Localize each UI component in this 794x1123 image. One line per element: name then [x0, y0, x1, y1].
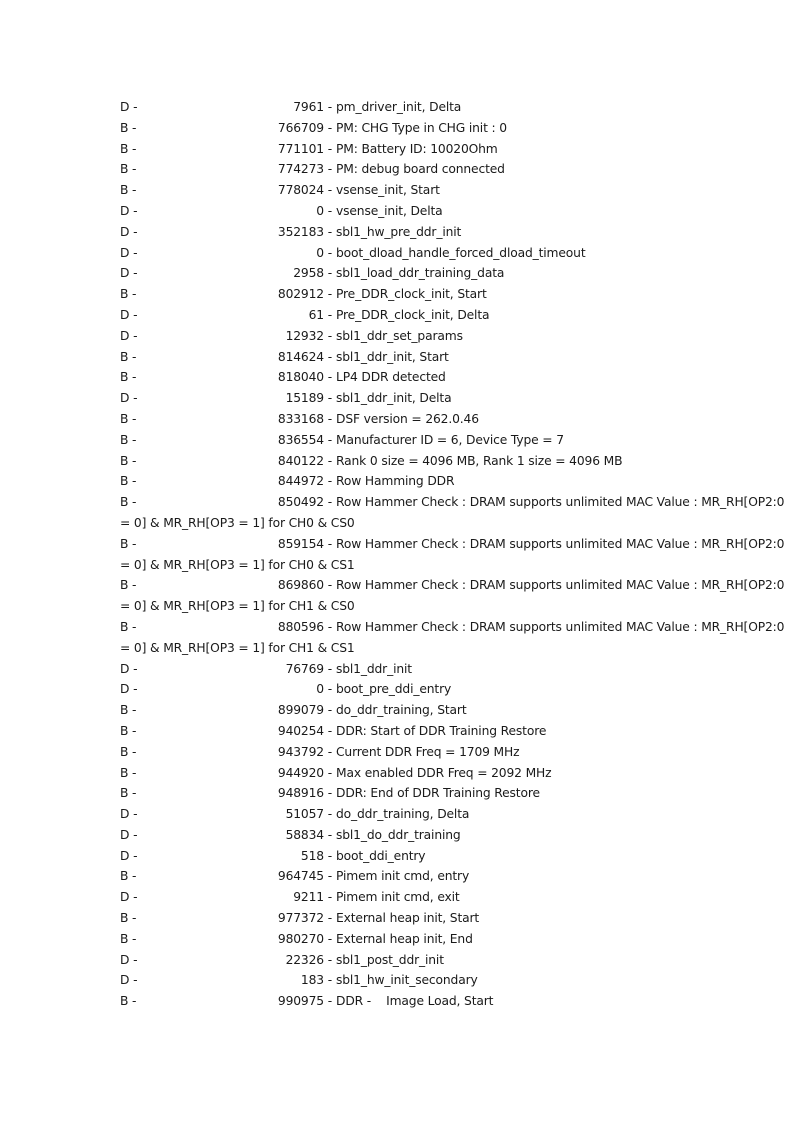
log-line: [120, 222, 680, 243]
log-entry: [120, 222, 680, 243]
log-entry: [120, 825, 680, 846]
log-message: do_ddr_training, Start: [336, 703, 467, 718]
log-line: [120, 929, 680, 950]
log-type: B -: [120, 495, 137, 510]
log-entry: [120, 284, 680, 305]
log-type: D -: [120, 682, 138, 697]
log-timestamp: 76769 -: [285, 661, 332, 676]
log-type: B -: [120, 349, 137, 364]
log-timestamp: 940254 -: [277, 723, 332, 738]
log-message-continuation: = 0] & MR_RH[OP3 = 1] for CH1 & CS1: [120, 640, 355, 655]
log-line: [120, 970, 680, 991]
log-message: Manufacturer ID = 6, Device Type = 7: [336, 432, 564, 447]
log-type: B -: [120, 183, 137, 198]
log-timestamp: 836554 -: [277, 432, 332, 447]
log-entry: [120, 929, 680, 950]
log-timestamp: 980270 -: [277, 931, 332, 946]
log-message: Max enabled DDR Freq = 2092 MHz: [336, 765, 552, 780]
log-entry: [120, 159, 680, 180]
log-line: [120, 846, 680, 867]
log-line: [120, 180, 680, 201]
log-message: External heap init, Start: [336, 911, 480, 926]
log-timestamp: 183 -: [300, 973, 332, 988]
log-timestamp: 814624 -: [277, 349, 332, 364]
log-type: B -: [120, 765, 137, 780]
log-line: [120, 679, 680, 700]
log-line: [120, 908, 680, 929]
log-entry: [120, 471, 680, 492]
log-message: sbl1_hw_init_secondary: [336, 973, 478, 988]
log-entry: [120, 243, 680, 264]
log-message: sbl1_ddr_init, Delta: [336, 391, 452, 406]
log-entry: [120, 950, 680, 971]
log-type: B -: [120, 931, 137, 946]
log-message-continuation: = 0] & MR_RH[OP3 = 1] for CH0 & CS0: [120, 515, 355, 530]
log-type: B -: [120, 744, 137, 759]
log-type: B -: [120, 432, 137, 447]
log-message: sbl1_hw_pre_ddr_init: [336, 224, 462, 239]
log-type: B -: [120, 287, 137, 302]
log-entry: [120, 991, 680, 1012]
log-timestamp: 840122 -: [277, 453, 332, 468]
log-timestamp: 943792 -: [277, 744, 332, 759]
log-message: Current DDR Freq = 1709 MHz: [336, 744, 520, 759]
log-timestamp: 802912 -: [277, 287, 332, 302]
log-entry: [120, 575, 785, 617]
log-entry: [120, 908, 680, 929]
log-timestamp: 771101 -: [277, 141, 332, 156]
log-message: sbl1_do_ddr_training: [336, 827, 461, 842]
log-entry: [120, 451, 680, 472]
log-timestamp: 833168 -: [277, 411, 332, 426]
log-type: B -: [120, 869, 137, 884]
log-type: B -: [120, 619, 137, 634]
log-line: [120, 825, 680, 846]
log-timestamp: 844972 -: [277, 474, 332, 489]
log-line: [120, 617, 785, 638]
log-type: B -: [120, 786, 137, 801]
log-timestamp: 899079 -: [277, 703, 332, 718]
log-line: [120, 991, 680, 1012]
log-message: boot_pre_ddi_entry: [336, 682, 452, 697]
log-line: [120, 866, 680, 887]
log-entry: [120, 659, 680, 680]
log-entry: [120, 430, 680, 451]
log-entry: [120, 118, 680, 139]
log-message: Row Hammer Check : DRAM supports unlimited MAC Value : MR_RH[OP2:0: [336, 578, 785, 593]
log-message: vsense_init, Delta: [336, 203, 443, 218]
log-line: [120, 763, 680, 784]
log-entry: [120, 97, 680, 118]
log-message-continuation: = 0] & MR_RH[OP3 = 1] for CH1 & CS0: [120, 599, 355, 614]
log-line: [120, 159, 680, 180]
log-timestamp: 518 -: [300, 848, 332, 863]
log-timestamp: 0 -: [316, 203, 332, 218]
log-message: Pre_DDR_clock_init, Start: [336, 287, 487, 302]
log-line: [120, 742, 680, 763]
log-entry: [120, 866, 680, 887]
log-message: PM: CHG Type in CHG init : 0: [336, 120, 507, 135]
log-type: D -: [120, 952, 138, 967]
log-type: D -: [120, 807, 138, 822]
log-timestamp: 12932 -: [285, 328, 332, 343]
log-entry: [120, 347, 680, 368]
log-line: [120, 471, 680, 492]
log-type: D -: [120, 266, 138, 281]
log-entry: [120, 388, 680, 409]
log-type: B -: [120, 120, 137, 135]
log-type: D -: [120, 307, 138, 322]
log-entry: [120, 721, 680, 742]
log-message: DDR: End of DDR Training Restore: [336, 786, 540, 801]
log-message: do_ddr_training, Delta: [336, 807, 470, 822]
log-line: [120, 575, 785, 596]
log-entry: [120, 201, 680, 222]
log-type: D -: [120, 245, 138, 260]
log-type: D -: [120, 827, 138, 842]
log-type: D -: [120, 328, 138, 343]
log-message: Pimem init cmd, exit: [336, 890, 460, 905]
log-message: pm_driver_init, Delta: [336, 100, 462, 114]
log-entry: [120, 409, 680, 430]
log-message: vsense_init, Start: [336, 183, 440, 198]
log-line: [120, 783, 680, 804]
log-message: LP4 DDR detected: [336, 370, 446, 385]
log-type: B -: [120, 723, 137, 738]
log-line: [120, 263, 680, 284]
log-type: B -: [120, 141, 137, 156]
log-message: sbl1_post_ddr_init: [336, 952, 444, 967]
log-type: D -: [120, 203, 138, 218]
log-entry: [120, 326, 680, 347]
log-entry: [120, 742, 680, 763]
log-line: [120, 492, 785, 513]
log-message: Pimem init cmd, entry: [336, 869, 470, 884]
log-type: B -: [120, 474, 137, 489]
log-timestamp: 15189 -: [285, 391, 332, 406]
log-line: [120, 284, 680, 305]
log-line: [120, 243, 680, 264]
log-type: D -: [120, 391, 138, 406]
log-message: Row Hamming DDR: [336, 474, 455, 489]
log-timestamp: 818040 -: [277, 370, 332, 385]
log-entry: [120, 679, 680, 700]
log-timestamp: 859154 -: [277, 536, 332, 551]
log-line: [120, 118, 680, 139]
log-line: [120, 388, 680, 409]
log-entry: [120, 263, 680, 284]
log-message: Row Hammer Check : DRAM supports unlimited MAC Value : MR_RH[OP2:0: [336, 619, 785, 634]
log-type: D -: [120, 100, 138, 114]
log-message: boot_dload_handle_forced_dload_timeout: [336, 245, 586, 260]
log-entry: [120, 846, 680, 867]
log-message: External heap init, End: [336, 931, 473, 946]
log-timestamp: 0 -: [316, 245, 332, 260]
log-timestamp: 774273 -: [277, 162, 332, 177]
log-timestamp: 964745 -: [277, 869, 332, 884]
log-line: [120, 804, 680, 825]
log-message: sbl1_ddr_init: [336, 661, 412, 676]
log-entry: [120, 139, 680, 160]
log-line: [120, 721, 680, 742]
log-type: B -: [120, 536, 137, 551]
log-entry: [120, 783, 680, 804]
log-type: D -: [120, 890, 138, 905]
log-line: [120, 430, 680, 451]
log-timestamp: 944920 -: [277, 765, 332, 780]
log-type: D -: [120, 973, 138, 988]
log-message: DDR - Image Load, Start: [336, 994, 494, 1009]
log-message: sbl1_load_ddr_training_data: [336, 266, 505, 281]
log-type: D -: [120, 848, 138, 863]
log-entry: [120, 367, 680, 388]
log-type: B -: [120, 911, 137, 926]
log-type: B -: [120, 578, 137, 593]
log-timestamp: 2958 -: [293, 266, 332, 281]
log-message: sbl1_ddr_set_params: [336, 328, 463, 343]
log-message: sbl1_ddr_init, Start: [336, 349, 449, 364]
log-entry: [120, 763, 680, 784]
log-message: Row Hammer Check : DRAM supports unlimited MAC Value : MR_RH[OP2:0: [336, 536, 785, 551]
log-entry: [120, 180, 680, 201]
log-timestamp: 51057 -: [285, 807, 332, 822]
log-message-continuation: = 0] & MR_RH[OP3 = 1] for CH0 & CS1: [120, 557, 355, 572]
boot-log: [120, 97, 785, 1012]
log-entry: [120, 305, 680, 326]
log-line: [120, 326, 680, 347]
log-line: [120, 534, 785, 555]
log-line: [120, 700, 680, 721]
log-line: [120, 950, 680, 971]
log-entry: [120, 970, 680, 991]
log-timestamp: 22326 -: [285, 952, 332, 967]
log-timestamp: 850492 -: [277, 495, 332, 510]
log-entry: [120, 804, 680, 825]
log-message: boot_ddi_entry: [336, 848, 426, 863]
log-line: [120, 409, 680, 430]
log-line: [120, 201, 680, 222]
log-type: D -: [120, 661, 138, 676]
log-timestamp: 61 -: [308, 307, 332, 322]
log-timestamp: 869860 -: [277, 578, 332, 593]
log-type: B -: [120, 994, 137, 1009]
log-timestamp: 0 -: [316, 682, 332, 697]
log-type: B -: [120, 703, 137, 718]
log-message: PM: debug board connected: [336, 162, 505, 177]
log-timestamp: 880596 -: [277, 619, 332, 634]
log-entry: [120, 887, 680, 908]
log-entry: [120, 534, 785, 576]
log-timestamp: 990975 -: [277, 994, 332, 1009]
log-line: [120, 451, 680, 472]
log-timestamp: 766709 -: [277, 120, 332, 135]
log-line: [120, 139, 680, 160]
log-entry: [120, 617, 785, 659]
log-timestamp: 352183 -: [277, 224, 332, 239]
log-message: Pre_DDR_clock_init, Delta: [336, 307, 490, 322]
log-timestamp: 778024 -: [277, 183, 332, 198]
log-line: [120, 367, 680, 388]
log-entry: [120, 700, 680, 721]
log-type: B -: [120, 411, 137, 426]
log-message: PM: Battery ID: 10020Ohm: [336, 141, 498, 156]
log-line: [120, 97, 680, 118]
log-message: Row Hammer Check : DRAM supports unlimited MAC Value : MR_RH[OP2:0: [336, 495, 785, 510]
log-timestamp: 58834 -: [285, 827, 332, 842]
log-timestamp: 977372 -: [277, 911, 332, 926]
log-timestamp: 948916 -: [277, 786, 332, 801]
log-timestamp: 7961 -: [293, 100, 332, 114]
log-type: B -: [120, 370, 137, 385]
log-line: [120, 659, 680, 680]
log-line: [120, 305, 680, 326]
log-line: [120, 347, 680, 368]
log-type: D -: [120, 224, 138, 239]
log-timestamp: 9211 -: [293, 890, 332, 905]
log-entry: [120, 492, 785, 534]
log-message: DSF version = 262.0.46: [336, 411, 479, 426]
log-type: B -: [120, 453, 137, 468]
log-line: [120, 887, 680, 908]
log-type: B -: [120, 162, 137, 177]
log-message: Rank 0 size = 4096 MB, Rank 1 size = 4096 MB: [336, 453, 623, 468]
log-message: DDR: Start of DDR Training Restore: [336, 723, 547, 738]
